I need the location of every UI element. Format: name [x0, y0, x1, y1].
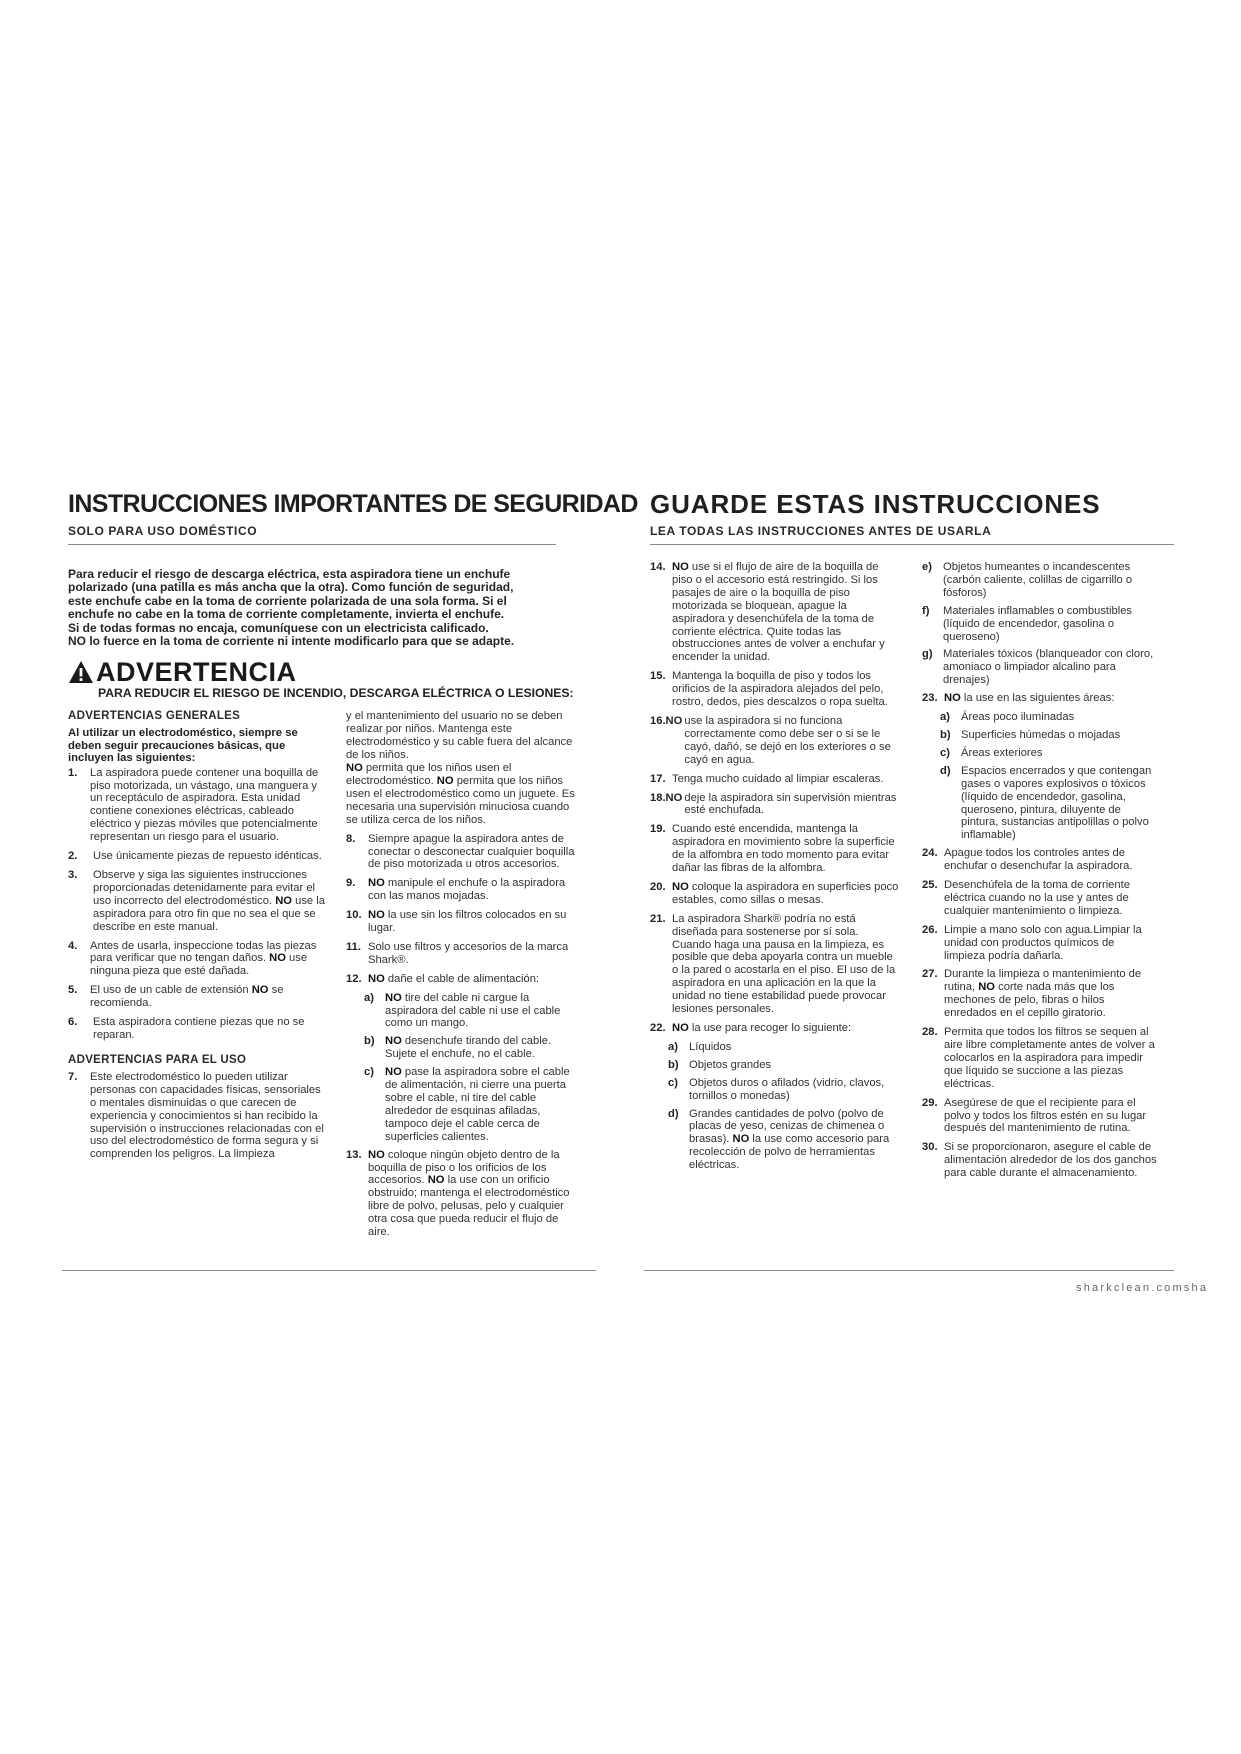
item-number: 1.	[68, 766, 78, 779]
item-text: Solo use filtros y accesorios de la marca Shark®.	[368, 940, 569, 966]
sub-item-text: Materiales inflamables o combustibles (líquido de encendedor, gasolina o queroseno)	[943, 604, 1133, 643]
item-text: Siempre apague la aspiradora antes de conectar o desconectar cualquier boquilla de piso motorizada u otros accesorios.	[368, 832, 575, 871]
item-number: 21.	[650, 912, 666, 925]
sub-item-letter: g)	[922, 648, 933, 661]
item-text: NO dañe el cable de alimentación:	[368, 972, 540, 985]
item-text: Desenchúfela de la toma de corriente eléctrica cuando no la use y antes de cualquier mantenimiento o limpieza.	[944, 879, 1130, 917]
list-item	[650, 913, 900, 1016]
sub-item-letter: a)	[940, 711, 950, 724]
sub-list	[346, 992, 576, 1144]
list-item	[650, 792, 900, 818]
sub-item	[364, 1035, 576, 1061]
item-text: La aspiradora Shark® podría no está diseñada para sostenerse por sí sola. Cuando haga una pausa en la limpieza, es posible que deba apoyarla contra un mueble o la pared o acostarla en el piso. El uso de la aspiradora en una aplicación en la que la unidad no tiene estabilidad puede provocar lesiones personales.	[672, 912, 896, 1016]
intro-line: NO lo fuerce en la toma de corriente ni intente modificarlo para que se adapte.	[68, 634, 515, 649]
list-item	[922, 1097, 1158, 1136]
list-item	[650, 561, 900, 664]
sub-item-letter: d)	[668, 1107, 679, 1120]
sub-list	[922, 711, 1158, 842]
general-warnings-heading: ADVERTENCIAS GENERALES	[68, 710, 241, 723]
use-warnings-heading: ADVERTENCIAS PARA EL USO	[68, 1053, 247, 1066]
list-item	[68, 1016, 326, 1042]
list-item	[922, 692, 1158, 705]
item-text: Asegúrese de que el recipiente para el polvo y todos los filtros estén en su lugar después del mantenimiento de rutina.	[944, 1096, 1147, 1135]
sub-item-letter: a)	[668, 1040, 678, 1053]
item-number: 9.	[346, 877, 356, 890]
list-item	[68, 940, 326, 979]
item-number: 16.NO	[650, 714, 683, 727]
item-text: NO use si el flujo de aire de la boquilla de piso o el accesorio está restringido. Si los pasajes de aire o la boquilla de piso motorizada se bloquean, apague la aspiradora y desenchúfela de la toma de corriente eléctrica. Quite todas las obstrucciones antes de volver a enchufar y encender la unidad.	[672, 561, 885, 664]
item-text: NO la use sin los filtros colocados en su lugar.	[368, 909, 567, 935]
sub-item-text: Objetos humeantes o incandescentes (carbón caliente, colillas de cigarrillo o fósforos)	[943, 561, 1133, 599]
item-number: 20.	[650, 880, 666, 893]
sub-item	[668, 1059, 900, 1072]
item-text: y el mantenimiento del usuario no se deben realizar por niños. Mantenga este electrodoméstico y su cable fuera del alcance de los niños. NO permita que los niños usen el electrodoméstico. NO permita que los niños usen el electrodoméstico como un juguete. Es necesaria una supervisión minuciosa cuando se utiliza cerca de los niños.	[346, 710, 575, 826]
sub-item-text: Objetos grandes	[689, 1058, 772, 1071]
item-number: 17.	[650, 772, 666, 785]
sub-item-letter: f)	[922, 604, 930, 617]
item-number: 7.	[68, 1070, 78, 1083]
sub-item-text: NO desenchufe tirando del cable. Sujete el enchufe, no el cable.	[385, 1035, 552, 1061]
sub-item-letter: e)	[922, 561, 932, 573]
item-text: NO coloque la aspiradora en superficies poco estables, como sillas o mesas.	[672, 880, 899, 906]
item-text: Limpie a mano solo con agua.Limpiar la unidad con productos químicos de limpieza podría dañarla.	[944, 923, 1142, 962]
item-text: Permita que todos los filtros se sequen al aire libre completamente antes de volver a colocarlos en la aspiradora para impedir que líquido se succione a las piezas eléctricas.	[944, 1026, 1155, 1090]
item-number: 27.	[922, 968, 938, 981]
list-item	[68, 767, 326, 844]
item-number: 6.	[68, 1016, 78, 1029]
item-number: 24.	[922, 847, 938, 860]
item-text: NO la use en las siguientes áreas:	[944, 692, 1115, 705]
item-text: Observe y siga las siguientes instrucciones proporcionadas detenidamente para evitar el uso incorrecto del electrodoméstico. NO use la aspiradora para otro fin que no sea el que se describe en este manual.	[93, 869, 325, 933]
sub-item	[922, 648, 1158, 687]
item-text: Durante la limpieza o mantenimiento de rutina, NO corte nada más que los mechones de pelo, fibras o hilos enredados en el cepillo giratorio.	[944, 968, 1142, 1020]
item-number: 10.	[346, 909, 362, 922]
sub-item-letter: c)	[668, 1076, 678, 1089]
sub-item-text: Áreas exteriores	[961, 746, 1043, 759]
list-item	[346, 909, 576, 935]
item-text: Esta aspiradora contiene piezas que no se reparan.	[93, 1016, 305, 1041]
item-number: 28.	[922, 1026, 938, 1039]
item-number: 15.	[650, 670, 666, 683]
sub-item-text: Superficies húmedas o mojadas	[961, 728, 1121, 741]
item-text: use la aspiradora si no funciona correctamente como debe ser o si se le cayó, dañó, se dejó en los exteriores o se cayó en agua.	[684, 714, 891, 766]
list-item	[922, 968, 1158, 1020]
left-column-1	[68, 710, 326, 1245]
list-item	[68, 869, 326, 934]
item-text: NO la use para recoger lo siguiente:	[672, 1022, 852, 1034]
sub-item	[922, 605, 1158, 644]
sub-item	[668, 1108, 900, 1173]
sub-item-letter: b)	[940, 728, 951, 741]
right-columns	[650, 561, 1174, 1186]
item-number: 14.	[650, 561, 666, 573]
left-page	[68, 490, 638, 1245]
item-number: 11.	[346, 940, 361, 953]
list-item-continued	[346, 710, 576, 826]
item-number: 22.	[650, 1022, 666, 1034]
sub-item-letter: a)	[364, 991, 374, 1004]
sub-item	[922, 561, 1158, 600]
list-item	[922, 847, 1158, 873]
list-item	[650, 715, 900, 767]
list-item	[922, 924, 1158, 963]
sub-item-text: Líquidos	[689, 1040, 732, 1053]
left-bottom-rule	[62, 1270, 596, 1271]
list-item	[346, 1149, 576, 1239]
right-page	[650, 490, 1174, 1186]
list-item	[650, 823, 900, 875]
title-divider	[68, 544, 556, 545]
item-text: NO manipule el enchufe o la aspiradora con las manos mojadas.	[368, 877, 566, 903]
item-number: 2.	[68, 850, 78, 863]
sub-item-text: Objetos duros o afilados (vidrio, clavos, tornillos o monedas)	[689, 1076, 885, 1102]
item-number: 3.	[68, 869, 78, 881]
right-column-1	[650, 561, 900, 1186]
sub-item	[668, 1077, 900, 1103]
item-number: 18.NO	[650, 791, 683, 804]
warning-triangle-icon	[68, 660, 94, 684]
sub-item-text: NO pase la aspiradora sobre el cable de alimentación, ni cierre una puerta sobre el cable, ni tire del cable alrededor de esquinas afiladas, tampoco deje el cable cerca de superficies calientes.	[385, 1066, 570, 1143]
list-item	[68, 984, 326, 1010]
sub-item	[364, 992, 576, 1031]
sub-list	[650, 1041, 900, 1172]
list-item	[68, 1071, 326, 1161]
item-number: 12.	[346, 972, 362, 985]
sub-item	[364, 1066, 576, 1143]
list-item	[922, 879, 1158, 918]
sub-item-text: Materiales tóxicos (blanqueador con cloro, amoniaco o limpiador alcalino para drenajes)	[943, 648, 1154, 687]
subtitle-domestic-use: SOLO PARA USO DOMÉSTICO	[68, 524, 258, 538]
item-text: Antes de usarla, inspeccione todas las piezas para verificar que no tengan daños. NO use ninguna pieza que esté dañada.	[90, 939, 317, 978]
list-item	[346, 877, 576, 903]
sub-item-text: Espacios encerrados y que contengan gases o vapores explosivos o tóxicos (líquido de encendedor, gasolina, queroseno, pintura, diluyente de pintura, sustancias antipolillas o polvo inflamable)	[961, 764, 1152, 842]
list-item	[922, 1026, 1158, 1091]
warning-heading	[68, 658, 596, 686]
list-item	[346, 973, 576, 986]
item-number: 23.	[922, 692, 938, 705]
item-text: NO coloque ningún objeto dentro de la boquilla de piso o los orificios de los accesorios. NO la use con un orificio obstruido; mantenga el electrodoméstico libre de polvo, pelusas, pelo y cualquier otra cosa que pueda reducir el flujo de aire.	[368, 1148, 570, 1239]
item-number: 19.	[650, 823, 666, 836]
footer-website: sharkclean.comsha	[1076, 1282, 1209, 1294]
intro-line: Para reducir el riesgo de descarga eléctrica, esta aspiradora tiene un enchufe	[68, 567, 511, 581]
item-number: 25.	[922, 879, 938, 892]
title-divider	[650, 544, 1174, 545]
intro-line: enchufe no cabe en la toma de corriente completamente, invierta el enchufe.	[68, 607, 505, 622]
intro-line: polarizado (una patilla es más ancha que la otra). Como función de seguridad,	[68, 580, 514, 595]
left-column-2	[346, 710, 576, 1245]
item-number: 8.	[346, 832, 356, 845]
page-title-safety: INSTRUCCIONES IMPORTANTES DE SEGURIDAD	[68, 490, 638, 518]
sub-item-letter: b)	[668, 1058, 679, 1071]
sub-item-letter: c)	[364, 1066, 374, 1079]
left-columns	[68, 700, 596, 1245]
item-text: Este electrodoméstico lo pueden utilizar personas con capacidades físicas, sensoriales o mentales disminuidas o que carecen de experiencia y conocimientos si han recibido la supervisión o instrucciones relacionadas con el uso del electrodoméstico de forma segura y si comprenden los peligros. La limpieza	[90, 1070, 324, 1161]
item-number: 4.	[68, 939, 78, 952]
intro-line: este enchufe cabe en la toma de corriente polarizada de una sola forma. Si el	[68, 593, 507, 608]
sub-item	[940, 729, 1158, 742]
sub-item-text: Áreas poco iluminadas	[961, 711, 1075, 724]
subtitle-read-all: LEA TODAS LAS INSTRUCCIONES ANTES DE USARLA	[650, 524, 992, 538]
item-text: El uso de un cable de extensión NO se recomienda.	[90, 984, 284, 1010]
item-text: Tenga mucho cuidado al limpiar escaleras.	[672, 772, 884, 785]
sub-item	[940, 765, 1158, 842]
item-number: 5.	[68, 984, 78, 997]
item-number: 26.	[922, 923, 938, 936]
item-number: 30.	[922, 1141, 938, 1154]
list-item	[922, 1141, 1158, 1180]
sub-item-text: Grandes cantidades de polvo (polvo de placas de yeso, cenizas de chimenea o brasas). NO la use como accesorio para recolección de polvo de herramientas eléctricas.	[689, 1107, 890, 1172]
item-text: Cuando esté encendida, mantenga la aspiradora en movimiento sobre la superficie de la alfombra en todo momento para evitar dañar las fibras de la alfombra.	[672, 823, 895, 875]
right-column-2	[922, 561, 1158, 1186]
intro-line: Si de todas formas no encaja, comuníquese con un electricista calificado.	[68, 620, 489, 635]
item-text: deje la aspiradora sin supervisión mientras esté enchufada.	[684, 791, 897, 817]
list-item	[346, 941, 576, 967]
item-text: Mantenga la boquilla de piso y todos los orificios de la aspiradora alejados del pelo, rostro, dedos, pies descalzos o ropa suelta.	[672, 670, 888, 709]
list-item	[650, 670, 900, 709]
item-text: Apague todos los controles antes de enchufar o desenchufar la aspiradora.	[944, 847, 1133, 873]
item-number: 29.	[922, 1096, 938, 1109]
sub-item	[940, 711, 1158, 724]
item-text: Use únicamente piezas de repuesto idénticas.	[93, 850, 322, 863]
sub-item-letter: d)	[940, 764, 951, 777]
sub-item-letter: b)	[364, 1035, 375, 1048]
warning-subtitle: PARA REDUCIR EL RIESGO DE INCENDIO, DESCARGA ELÉCTRICA O LESIONES:	[98, 686, 574, 701]
list-item	[650, 881, 900, 907]
sub-item	[668, 1041, 900, 1054]
list-item	[650, 1022, 900, 1035]
right-bottom-rule	[644, 1270, 1174, 1271]
item-number: 13.	[346, 1148, 362, 1161]
item-text: La aspiradora puede contener una boquilla de piso motorizada, un vástago, una manguera y un receptáculo de aspiradora. Esta unidad contiene conexiones eléctricas, cableado eléctrico y piezas móviles que potencialmente representan un riesgo para el usuario.	[90, 766, 319, 844]
list-item	[68, 850, 326, 863]
general-warnings-lead: Al utilizar un electrodoméstico, siempre se deben seguir precauciones básicas, que incluyen las siguientes:	[68, 727, 298, 765]
sub-item-letter: c)	[940, 746, 950, 759]
warning-title: ADVERTENCIA	[96, 657, 297, 688]
list-item	[650, 773, 900, 786]
list-item	[346, 833, 576, 872]
sub-item-text: NO tire del cable ni cargue la aspiradora del cable ni use el cable como un mango.	[385, 991, 561, 1030]
page-title-save-instructions: GUARDE ESTAS INSTRUCCIONES	[650, 489, 1101, 519]
item-text: Si se proporcionaron, asegure el cable de alimentación alrededor de los dos ganchos para cable durante el almacenamiento.	[944, 1141, 1157, 1180]
sub-item	[940, 747, 1158, 760]
polarized-plug-notice	[68, 568, 578, 648]
